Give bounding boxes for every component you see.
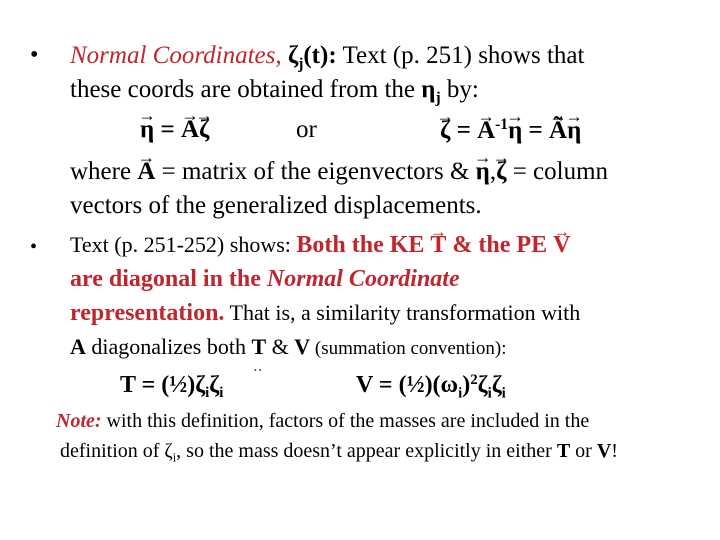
note-line-2: definition of $\zeta_i$, so the mass doesn’t appear explicitly in either T or V! (60, 440, 618, 465)
where-line-1: where → A = matrix of the eigenvectors & → η,→ ζ = column (70, 158, 608, 186)
eta-j-symbol: $\eta_j$ (421, 76, 441, 107)
where-line-2: vectors of the generalized displacements. (70, 192, 482, 219)
bullet-2-marker: • (30, 236, 38, 258)
bullet-2-line-1: Text (p. 251-252) shows: Both the KE → T & the PE → V (70, 232, 570, 259)
kinetic-energy-equation: $T = (\frac{1}{2})\zeta_i\zeta_i$ (120, 372, 224, 402)
bullet-1-text: Text (p. 251) shows that (336, 42, 585, 69)
bullet-1-line-2: these coords are obtained from the $\eta_j$ by: (70, 76, 479, 107)
bullet-1-line-1 (70, 42, 584, 73)
bullet-1-marker: • (30, 42, 39, 68)
potential-energy-equation: $V = (\frac{1}{2})(\omega_i)^2\zeta_i\zeta_i$ (356, 372, 506, 402)
time-derivative-dots: • • (254, 366, 262, 375)
note-label: Note: (56, 410, 102, 432)
equation-zeta-inverse: → ζ = → $A^{-1}\to \eta$ = → Ã→ η (440, 116, 581, 145)
or-text: or (296, 116, 317, 143)
bullet-2-line-3: representation. That is, a similarity transformation with (70, 300, 581, 326)
zeta-j-symbol: $\zeta_j(t)$: (287, 42, 337, 73)
bullet-2-line-4: A diagonalizes both T & V (summation convention): (70, 334, 507, 359)
equation-eta-equals-a-zeta: → η = → A→ ζ (140, 116, 209, 144)
note-line-1: Note: with this definition, factors of the masses are included in the (56, 410, 590, 432)
normal-coordinates-heading: Normal Coordinates, (70, 42, 282, 69)
bullet-2-line-2: are diagonal in the Normal Coordinate (70, 266, 460, 292)
